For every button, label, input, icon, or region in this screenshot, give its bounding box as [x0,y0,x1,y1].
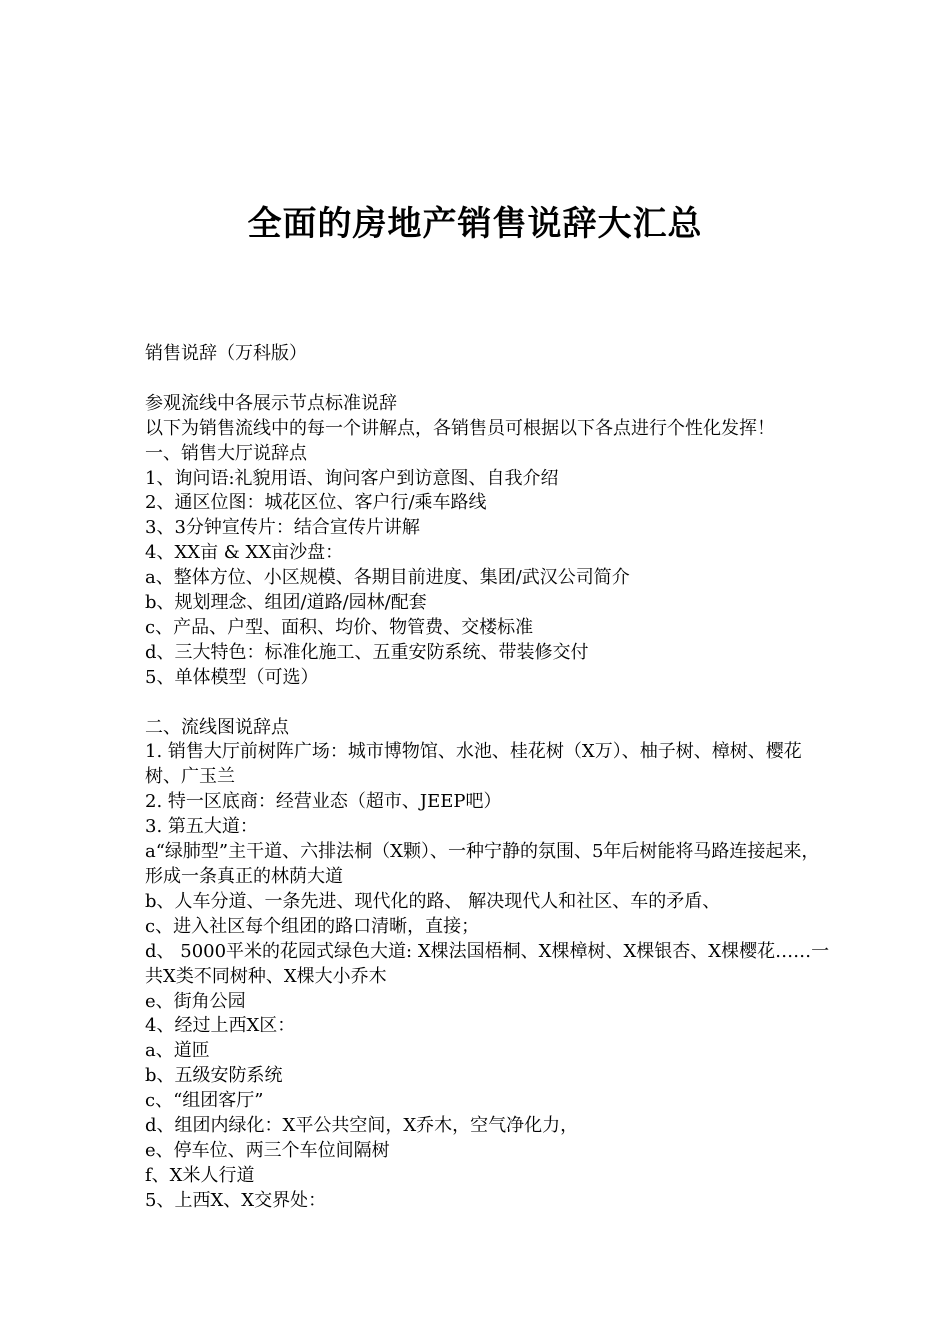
body-line: f、X米人行道 [145,1164,255,1186]
body-line: d、三大特色：标准化施工、五重安防系统、带装修交付 [145,641,589,663]
body-line: 5、单体模型（可选） [145,666,319,688]
body-line: d、 5000平米的花园式绿色大道: X棵法国梧桐、X棵樟树、X棵银杏、X棵樱花……一共X类不同树种、X棵大小乔木 [145,940,830,987]
body-line: d、组团内绿化：X平公共空间，X乔木，空气净化力， [145,1115,579,1137]
body-line: a、道匝 [145,1040,210,1062]
blank-line [145,367,835,392]
body-line: 2. 特一区底商：经营业态（超市、JEEP吧） [145,791,502,813]
body-line: c、进入社区每个组团的路口清晰，直接； [145,915,480,937]
body-line: 一、销售大厅说辞点 [145,442,307,464]
body-line: a“绿肺型”主干道、六排法桐（X颗）、一种宁静的氛围、5年后树能将马路连接起来，形成一条真正的林荫大道 [145,841,820,887]
body-line: 4、XX亩 & XX亩沙盘： [145,542,344,564]
body-line: c、“组团客厅” [145,1090,264,1112]
body-line: e、街角公园 [145,990,246,1012]
body-line: 以下为销售流线中的每一个讲解点，各销售员可根据以下各点进行个性化发挥！ [145,417,775,439]
body-line: a、整体方位、小区规模、各期目前进度、集团/武汉公司简介 [145,567,630,589]
body-line: 销售说辞（万科版） [145,343,307,364]
body-line: b、规划理念、组团/道路/园林/配套 [145,592,427,614]
body-line: 4、经过上西X区： [145,1015,296,1037]
body-line: 1. 销售大厅前树阵广场：城市博物馆、水池、桂花树（X万）、柚子树、樟树、樱花树、广玉兰 [145,741,802,788]
body-line: e、停车位、两三个车位间隔树 [145,1139,390,1161]
body-line: 5、上西X、X交界处： [145,1189,327,1211]
body-line: c、产品、户型、面积、均价、物管费、交楼标准 [145,616,534,638]
body-line: 二、流线图说辞点 [145,716,289,738]
body-line: 3、3分钟宣传片：结合宣传片讲解 [145,517,420,539]
body-line: 参观流线中各展示节点标准说辞 [145,392,397,414]
document-body [145,342,835,1214]
body-line: 3. 第五大道： [145,816,258,838]
document-title: 全面的房地产销售说辞大汇总 [247,204,703,244]
body-line: b、五级安防系统 [145,1065,283,1087]
blank-line [145,691,835,716]
body-line: 2、通区位图：城花区位、客户行/乘车路线 [145,492,487,514]
body-line: 1、询问语:礼貌用语、询问客户到访意图、自我介绍 [145,467,559,489]
body-line: b、人车分道、一条先进、现代化的路、 解决现代人和社区、车的矛盾、 [145,890,721,912]
